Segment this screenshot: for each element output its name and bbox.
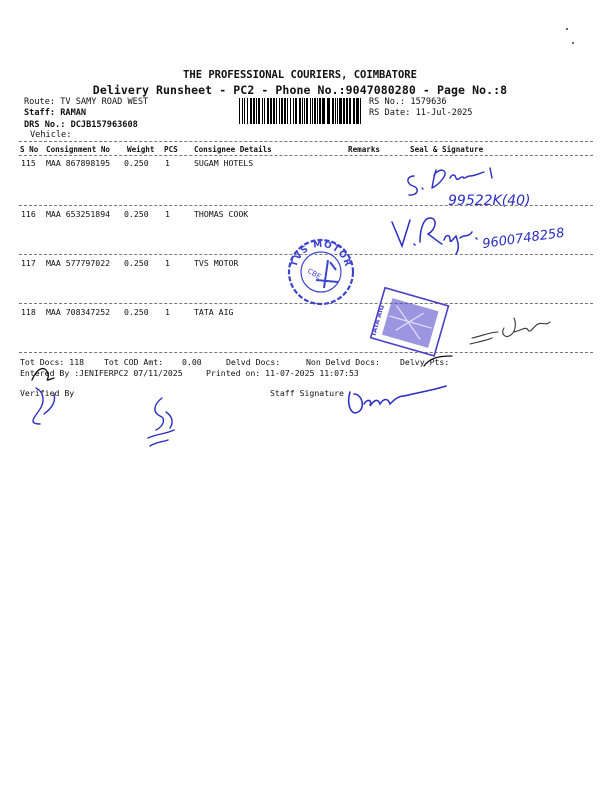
stamp-company-text: TVS MOTOR bbox=[289, 239, 353, 269]
row-consignee: TATA AIG bbox=[194, 307, 234, 317]
barcode-bar bbox=[284, 98, 286, 124]
barcode-bar bbox=[349, 98, 351, 124]
barcode-bar bbox=[262, 98, 263, 124]
barcode-bar bbox=[273, 98, 275, 124]
barcode-bar bbox=[332, 98, 334, 124]
rs-date: RS Date: 11-Jul-2025 bbox=[369, 108, 473, 118]
barcode-graphic bbox=[238, 98, 364, 124]
row-pcs: 1 bbox=[165, 209, 170, 219]
staff-signature-label: Staff Signature bbox=[270, 388, 344, 398]
barcode-bar bbox=[343, 98, 345, 124]
verified-by-signature bbox=[20, 384, 70, 428]
barcode-bar bbox=[293, 98, 294, 124]
barcode-bar bbox=[270, 98, 272, 124]
barcode-bar bbox=[287, 98, 288, 124]
rs-number: RS No.: 1579636 bbox=[369, 97, 447, 107]
col-remarks: Remarks bbox=[348, 145, 381, 154]
barcode-bar bbox=[295, 98, 297, 124]
vehicle-line: Vehicle: bbox=[30, 130, 72, 140]
barcode-bar bbox=[239, 98, 240, 124]
row-consignment: MAA 708347252 bbox=[46, 307, 111, 317]
consignee-signature-row1 bbox=[400, 162, 590, 214]
row-sno: 115 bbox=[21, 158, 36, 168]
company-name: THE PROFESSIONAL COURIERS, COIMBATORE bbox=[183, 69, 417, 81]
row-weight: 0.250 bbox=[124, 158, 149, 168]
scan-speck bbox=[572, 42, 574, 44]
row-consignment: MAA 867898195 bbox=[46, 158, 111, 168]
barcode-bar bbox=[290, 98, 291, 124]
barcode-bar bbox=[353, 98, 355, 124]
col-weight: Weight bbox=[127, 145, 155, 154]
verified-by-label: Verified By bbox=[20, 388, 75, 398]
verifier-initial-signature bbox=[138, 394, 184, 450]
col-sno: S No bbox=[20, 145, 39, 154]
barcode-bar bbox=[319, 98, 321, 124]
entered-by-initial bbox=[28, 362, 58, 384]
row-pcs: 1 bbox=[165, 158, 170, 168]
route-line: Route: TV SAMY ROAD WEST bbox=[24, 97, 149, 107]
col-consignment: Consignment No bbox=[46, 145, 111, 154]
col-seal-signature: Seal & Signature bbox=[410, 145, 484, 154]
stamp-side-text: TATA AIG bbox=[369, 304, 386, 338]
barcode-bar bbox=[310, 98, 311, 124]
row-consignment: MAA 577797022 bbox=[46, 258, 111, 268]
row-weight: 0.250 bbox=[124, 209, 149, 219]
barcode-bar bbox=[247, 98, 248, 124]
barcode-bar bbox=[322, 98, 325, 124]
barcode-bar bbox=[279, 98, 280, 124]
printed-on: Printed on: 11-07-2025 11:07:53 bbox=[206, 368, 359, 378]
barcode-bar bbox=[304, 98, 305, 124]
row-pcs: 1 bbox=[165, 258, 170, 268]
entered-by: Entered By :JENIFERPC2 07/11/2025 bbox=[20, 368, 183, 378]
barcode-bar bbox=[264, 98, 265, 124]
row-pcs: 1 bbox=[165, 307, 170, 317]
row1-handwritten-phone: 99522K(40) bbox=[448, 193, 531, 209]
row-sno: 117 bbox=[21, 258, 36, 268]
barcode-bar bbox=[276, 98, 277, 124]
row-consignee: SUGAM HOTELS bbox=[194, 158, 254, 168]
delivery-points: Delvy Pts: bbox=[400, 357, 450, 367]
barcode-bar bbox=[335, 98, 336, 124]
barcode-bar bbox=[244, 98, 245, 124]
col-consignee: Consignee Details bbox=[194, 145, 272, 154]
runsheet-title: Delivery Runsheet - PC2 - Phone No.:9047080280 - Page No.:8 bbox=[92, 83, 508, 97]
barcode-bar bbox=[281, 98, 283, 124]
barcode-bar bbox=[337, 98, 338, 124]
barcode-bar bbox=[258, 98, 260, 124]
barcode-bar bbox=[356, 98, 359, 124]
staff-signature bbox=[340, 382, 450, 422]
stamp-city-text: CBE bbox=[305, 267, 323, 282]
consignee-signature-row4 bbox=[468, 312, 554, 346]
barcode-bar bbox=[346, 98, 348, 124]
barcode-bar bbox=[314, 98, 316, 124]
barcode-bar bbox=[312, 98, 313, 124]
barcode-bar bbox=[299, 98, 301, 124]
row2-handwritten-phone: 9600748258 bbox=[481, 225, 566, 253]
col-pcs: PCS bbox=[164, 145, 178, 154]
row-weight: 0.250 bbox=[124, 258, 149, 268]
scan-speck bbox=[566, 28, 568, 30]
total-cod-amount: 0.00 bbox=[182, 357, 202, 367]
non-delivered-docs: Non Delvd Docs: bbox=[306, 357, 380, 367]
barcode-bar bbox=[253, 98, 255, 124]
barcode-bar bbox=[306, 98, 308, 124]
delivered-docs: Delvd Docs: bbox=[226, 357, 281, 367]
delivery-points-mark bbox=[420, 352, 456, 372]
barcode-bar bbox=[250, 98, 252, 124]
row-sno: 116 bbox=[21, 209, 36, 219]
row-consignee: TVS MOTOR bbox=[194, 258, 239, 268]
barcode-bar bbox=[327, 98, 330, 124]
total-cod-label: Tot COD Amt: bbox=[104, 357, 164, 367]
total-docs: Tot Docs: 118 bbox=[20, 357, 85, 367]
barcode-bar bbox=[317, 98, 318, 124]
barcode-bar bbox=[339, 98, 342, 124]
consignee-signature-row2 bbox=[386, 208, 586, 258]
barcode-bar bbox=[256, 98, 257, 124]
barcode-bar bbox=[267, 98, 269, 124]
row-consignee: THOMAS COOK bbox=[194, 209, 249, 219]
tata-aig-stamp bbox=[362, 286, 458, 362]
row-consignment: MAA 653251894 bbox=[46, 209, 111, 219]
barcode-bar bbox=[242, 98, 243, 124]
barcode-bar bbox=[302, 98, 303, 124]
row-sno: 118 bbox=[21, 307, 36, 317]
row-weight: 0.250 bbox=[124, 307, 149, 317]
tvs-motor-stamp bbox=[284, 236, 358, 306]
drs-number: DRS No.: DCJB157963608 bbox=[24, 120, 138, 130]
barcode-bar bbox=[360, 98, 361, 124]
staff-line: Staff: RAMAN bbox=[24, 108, 87, 118]
